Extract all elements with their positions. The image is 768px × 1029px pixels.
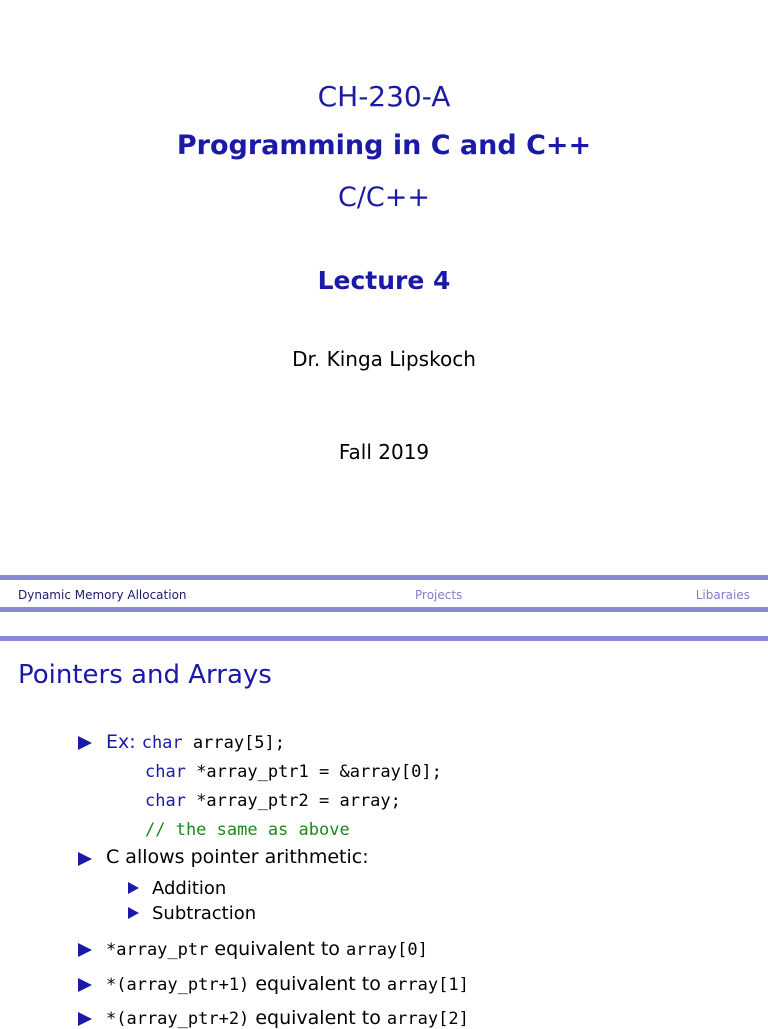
code-text: array[0] xyxy=(345,940,428,960)
code-text: *(array_ptr+1) xyxy=(106,975,250,995)
frame-top-rule xyxy=(0,636,768,641)
code-text: *array_ptr xyxy=(106,940,209,960)
code-comment: // the same as above xyxy=(145,820,350,840)
bullet-pointer-arithmetic: C allows pointer arithmetic: xyxy=(106,846,369,868)
equivalence-2 xyxy=(106,973,469,995)
author-name: Dr. Kinga Lipskoch xyxy=(292,347,476,371)
code-text: *(array_ptr+2) xyxy=(106,1009,250,1029)
bullet-triangle-icon xyxy=(78,736,92,750)
equivalence-text: equivalent to xyxy=(208,938,346,960)
example-line-1 xyxy=(106,731,285,753)
bullet-triangle-icon xyxy=(78,978,92,992)
equivalence-text: equivalent to xyxy=(249,973,387,995)
sub-bullet-triangle-icon xyxy=(128,907,139,919)
equivalence-3 xyxy=(106,1007,469,1029)
code-text: *array_ptr1 = &array[0]; xyxy=(185,762,442,782)
code-keyword: char xyxy=(145,762,186,782)
code-keyword: char xyxy=(145,791,186,811)
bullet-triangle-icon xyxy=(78,943,92,957)
nav-section-dynamic-memory[interactable]: Dynamic Memory Allocation xyxy=(18,588,187,602)
example-line-3 xyxy=(145,789,401,811)
sub-bullet-subtraction: Subtraction xyxy=(152,903,257,924)
frame-title: Pointers and Arrays xyxy=(18,660,272,690)
lecture-number: Lecture 4 xyxy=(317,266,451,295)
code-keyword: char xyxy=(141,733,183,753)
equivalence-text: equivalent to xyxy=(249,1007,387,1029)
term: Fall 2019 xyxy=(338,440,430,464)
code-text: *array_ptr2 = array; xyxy=(185,791,401,811)
course-code: CH-230-A xyxy=(317,80,451,113)
course-subtitle: C/C++ xyxy=(337,182,431,213)
nav-section-projects[interactable]: Projects xyxy=(415,588,463,602)
code-text: array[2] xyxy=(386,1009,469,1029)
bullet-triangle-icon xyxy=(78,852,92,866)
example-label: Ex: xyxy=(106,731,136,753)
example-line-2 xyxy=(145,760,442,782)
nav-bar-top-rule xyxy=(0,575,768,580)
code-text: array[1] xyxy=(386,975,469,995)
nav-bar-bottom-rule xyxy=(0,607,768,612)
sub-bullet-addition: Addition xyxy=(152,878,227,899)
code-text: array[5]; xyxy=(182,733,286,753)
nav-section-libraries[interactable]: Libaraies xyxy=(695,588,750,602)
equivalence-1 xyxy=(106,938,428,960)
sub-bullet-triangle-icon xyxy=(128,882,139,894)
example-comment xyxy=(145,818,350,840)
course-title: Programming in C and C++ xyxy=(176,130,592,161)
